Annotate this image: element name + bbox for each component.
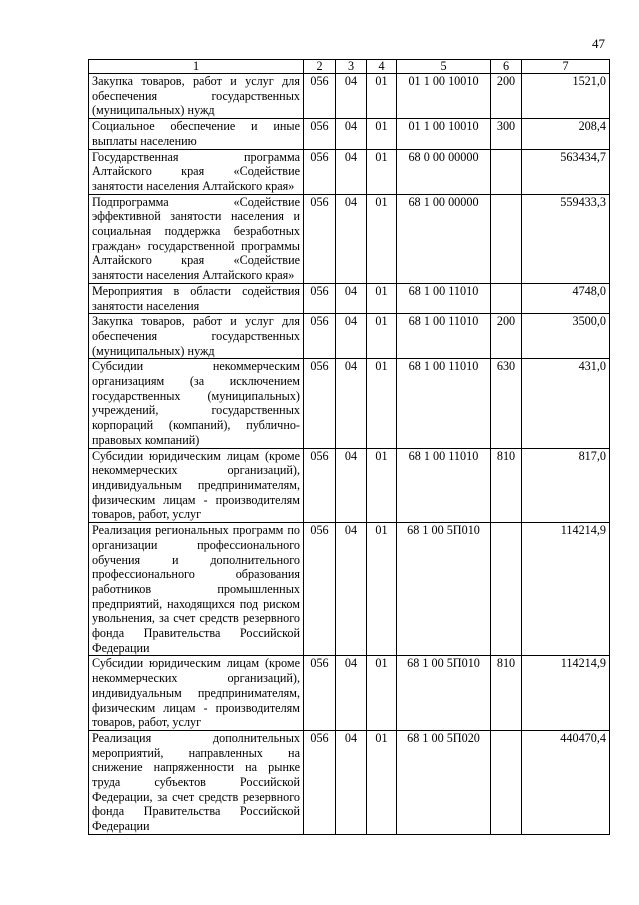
row-code-3: 04 xyxy=(336,656,367,731)
row-amount: 208,4 xyxy=(522,119,610,149)
table-header-row xyxy=(89,60,610,74)
row-code-4: 01 xyxy=(367,730,397,834)
row-code-5: 01 1 00 10010 xyxy=(397,74,491,119)
row-code-6: 200 xyxy=(491,74,522,119)
row-name: Закупка товаров, работ и услуг для обеспечения государственных (муниципальных) нужд xyxy=(89,74,304,119)
row-code-5: 68 1 00 5П010 xyxy=(397,523,491,656)
row-code-6 xyxy=(491,283,522,313)
row-code-4: 01 xyxy=(367,523,397,656)
row-name: Подпрограмма «Содействие эффективной занятости населения и социальная поддержка безработных граждан» государственной программы Алтайского края «Содействие занятости населения Алтайского края» xyxy=(89,194,304,283)
row-code-2: 056 xyxy=(304,448,336,523)
row-amount: 431,0 xyxy=(522,359,610,448)
row-code-4: 01 xyxy=(367,359,397,448)
row-name: Субсидии юридическим лицам (кроме некоммерческих организаций), индивидуальным предпринимателям, физическим лицам - производителям товаров, работ, услуг xyxy=(89,448,304,523)
row-code-2: 056 xyxy=(304,149,336,194)
row-code-3: 04 xyxy=(336,314,367,359)
row-code-5: 68 1 00 11010 xyxy=(397,314,491,359)
row-amount: 559433,3 xyxy=(522,194,610,283)
column-header: 7 xyxy=(522,60,610,74)
row-code-2: 056 xyxy=(304,314,336,359)
row-code-6: 810 xyxy=(491,656,522,731)
row-name: Реализация региональных программ по организации профессионального обучения и дополнительного профессионального образования работников промышленных предприятий, находящихся под риском увольнения, за счет средств резервного фонда Правительства Российской Федерации xyxy=(89,523,304,656)
row-code-5: 68 1 00 11010 xyxy=(397,283,491,313)
row-code-4: 01 xyxy=(367,119,397,149)
row-code-5: 68 1 00 5П010 xyxy=(397,656,491,731)
row-code-3: 04 xyxy=(336,359,367,448)
row-code-6: 630 xyxy=(491,359,522,448)
column-header: 2 xyxy=(304,60,336,74)
row-code-5: 68 1 00 11010 xyxy=(397,359,491,448)
table-row xyxy=(89,283,610,313)
row-amount: 817,0 xyxy=(522,448,610,523)
table-row xyxy=(89,448,610,523)
row-code-6: 200 xyxy=(491,314,522,359)
row-amount: 114214,9 xyxy=(522,523,610,656)
table-row xyxy=(89,730,610,834)
table-row xyxy=(89,523,610,656)
row-name: Мероприятия в области содействия занятости населения xyxy=(89,283,304,313)
row-code-5: 01 1 00 10010 xyxy=(397,119,491,149)
row-code-4: 01 xyxy=(367,448,397,523)
row-name: Закупка товаров, работ и услуг для обеспечения государственных (муниципальных) нужд xyxy=(89,314,304,359)
row-code-2: 056 xyxy=(304,730,336,834)
row-code-4: 01 xyxy=(367,194,397,283)
row-amount: 563434,7 xyxy=(522,149,610,194)
row-code-6: 810 xyxy=(491,448,522,523)
row-code-6 xyxy=(491,730,522,834)
row-code-2: 056 xyxy=(304,359,336,448)
row-name: Социальное обеспечение и иные выплаты населению xyxy=(89,119,304,149)
page-number: 47 xyxy=(592,36,605,51)
row-code-3: 04 xyxy=(336,194,367,283)
row-code-5: 68 0 00 00000 xyxy=(397,149,491,194)
row-code-6 xyxy=(491,149,522,194)
row-amount: 4748,0 xyxy=(522,283,610,313)
row-code-2: 056 xyxy=(304,194,336,283)
row-code-4: 01 xyxy=(367,283,397,313)
table-row xyxy=(89,74,610,119)
table-row xyxy=(89,149,610,194)
table-row xyxy=(89,656,610,731)
row-code-4: 01 xyxy=(367,656,397,731)
row-code-4: 01 xyxy=(367,149,397,194)
row-code-4: 01 xyxy=(367,314,397,359)
column-header: 6 xyxy=(491,60,522,74)
table-row xyxy=(89,359,610,448)
row-code-2: 056 xyxy=(304,283,336,313)
row-amount: 440470,4 xyxy=(522,730,610,834)
row-amount: 1521,0 xyxy=(522,74,610,119)
column-header: 4 xyxy=(367,60,397,74)
row-code-5: 68 1 00 00000 xyxy=(397,194,491,283)
row-code-2: 056 xyxy=(304,523,336,656)
budget-table xyxy=(88,59,610,835)
row-code-2: 056 xyxy=(304,74,336,119)
row-code-6 xyxy=(491,523,522,656)
row-name: Субсидии некоммерческим организациям (за исключением государственных (муниципальных) учреждений, государственных корпораций (компаний), публично-правовых компаний) xyxy=(89,359,304,448)
table-row xyxy=(89,314,610,359)
row-code-3: 04 xyxy=(336,523,367,656)
row-code-3: 04 xyxy=(336,119,367,149)
row-name: Субсидии юридическим лицам (кроме некоммерческих организаций), индивидуальным предпринимателям, физическим лицам - производителям товаров, работ, услуг xyxy=(89,656,304,731)
row-code-3: 04 xyxy=(336,149,367,194)
row-code-2: 056 xyxy=(304,119,336,149)
row-amount: 3500,0 xyxy=(522,314,610,359)
column-header: 3 xyxy=(336,60,367,74)
table-row xyxy=(89,194,610,283)
row-name: Реализация дополнительных мероприятий, направленных на снижение напряженности на рынке труда субъектов Российской Федерации, за счет средств резервного фонда Правительства Российской Федерации xyxy=(89,730,304,834)
row-name: Государственная программа Алтайского края «Содействие занятости населения Алтайского края» xyxy=(89,149,304,194)
row-code-3: 04 xyxy=(336,74,367,119)
row-amount: 114214,9 xyxy=(522,656,610,731)
column-header: 1 xyxy=(89,60,304,74)
row-code-5: 68 1 00 5П020 xyxy=(397,730,491,834)
row-code-3: 04 xyxy=(336,448,367,523)
row-code-3: 04 xyxy=(336,730,367,834)
table-row xyxy=(89,119,610,149)
column-header: 5 xyxy=(397,60,491,74)
row-code-2: 056 xyxy=(304,656,336,731)
row-code-6: 300 xyxy=(491,119,522,149)
row-code-3: 04 xyxy=(336,283,367,313)
row-code-6 xyxy=(491,194,522,283)
row-code-4: 01 xyxy=(367,74,397,119)
row-code-5: 68 1 00 11010 xyxy=(397,448,491,523)
